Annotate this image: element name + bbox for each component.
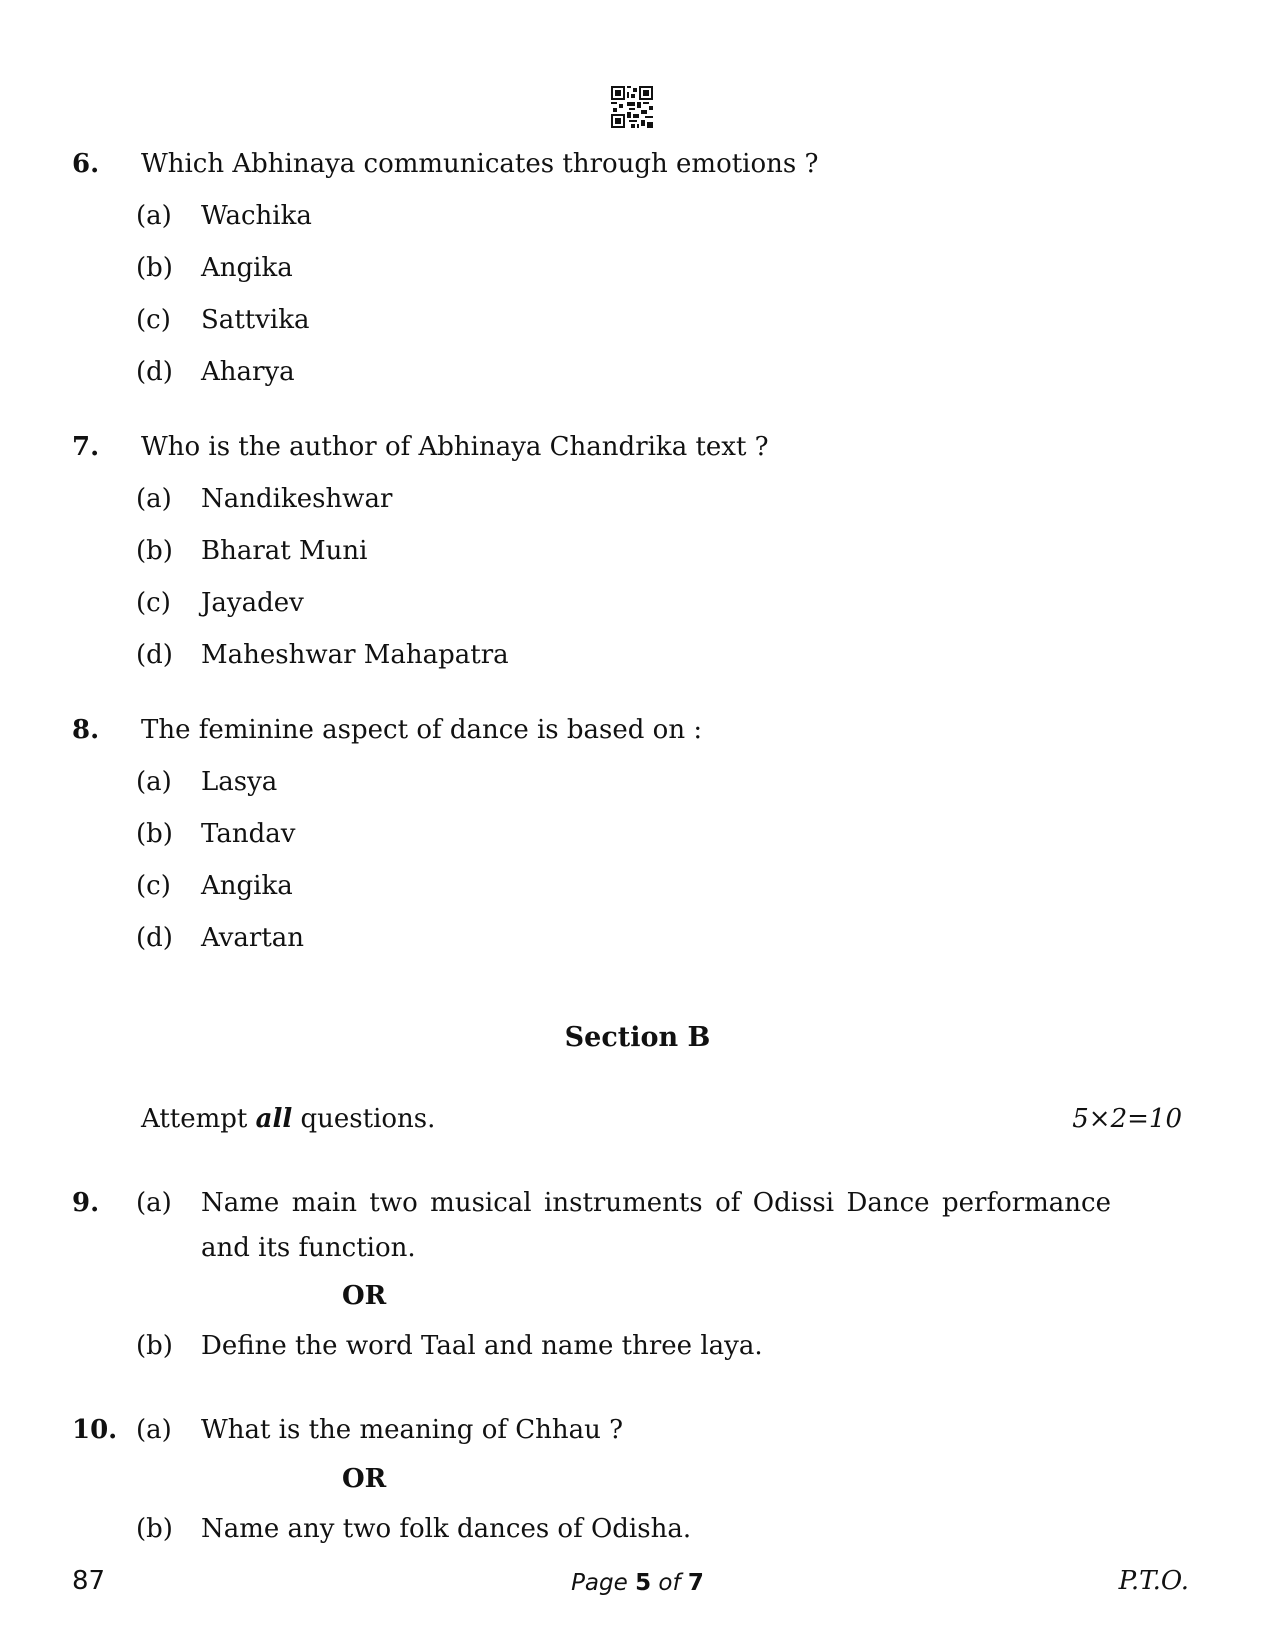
section-instruction bbox=[141, 1104, 435, 1134]
option-text: Wachika bbox=[201, 201, 312, 231]
part-text: Name main two musical instruments of Odissi Dance performance and its function. bbox=[201, 1188, 1111, 1263]
option-label: (c) bbox=[136, 305, 171, 335]
question-text: Who is the author of Abhinaya Chandrika text ? bbox=[141, 432, 769, 462]
option-text: Bharat Muni bbox=[201, 536, 368, 566]
question-number: 9. bbox=[72, 1188, 100, 1218]
option-label: (a) bbox=[136, 201, 172, 231]
instruction-suffix: questions. bbox=[300, 1104, 436, 1134]
option-text: Nandikeshwar bbox=[201, 484, 393, 514]
option-text: Tandav bbox=[201, 819, 296, 849]
question-text: The feminine aspect of dance is based on : bbox=[141, 715, 703, 745]
page-of: of bbox=[658, 1570, 681, 1596]
instruction-prefix: Attempt bbox=[141, 1104, 248, 1134]
option-label: (a) bbox=[136, 767, 172, 797]
or-label: OR bbox=[342, 1464, 387, 1494]
part-label: (a) bbox=[136, 1415, 172, 1445]
option-label: (d) bbox=[136, 357, 173, 387]
option-text: Aharya bbox=[201, 357, 295, 387]
option-text: Angika bbox=[201, 253, 293, 283]
paper-code: 87 bbox=[72, 1566, 106, 1596]
option-text: Angika bbox=[201, 871, 293, 901]
part-text: Name any two folk dances of Odisha. bbox=[201, 1514, 692, 1544]
option-label: (a) bbox=[136, 484, 172, 514]
option-label: (b) bbox=[136, 536, 173, 566]
question-number: 7. bbox=[72, 432, 100, 462]
pto-label: P.T.O. bbox=[1118, 1566, 1189, 1596]
option-label: (d) bbox=[136, 640, 173, 670]
page-total: 7 bbox=[687, 1570, 704, 1596]
qr-code bbox=[611, 86, 653, 128]
part-label: (b) bbox=[136, 1514, 173, 1544]
option-text: Sattvika bbox=[201, 305, 310, 335]
part-text: What is the meaning of Chhau ? bbox=[201, 1415, 624, 1445]
question-number: 6. bbox=[72, 149, 100, 179]
option-text: Lasya bbox=[201, 767, 278, 797]
question-number: 10. bbox=[72, 1415, 118, 1445]
option-label: (d) bbox=[136, 923, 173, 953]
page-current: 5 bbox=[635, 1570, 652, 1596]
or-label: OR bbox=[342, 1281, 387, 1311]
question-text: Which Abhinaya communicates through emotions ? bbox=[141, 149, 819, 179]
option-label: (c) bbox=[136, 588, 171, 618]
page-indicator bbox=[0, 1568, 1275, 1598]
page-prefix: Page bbox=[571, 1570, 628, 1596]
option-label: (b) bbox=[136, 253, 173, 283]
part-label: (b) bbox=[136, 1331, 173, 1361]
option-text: Jayadev bbox=[201, 588, 304, 618]
section-marks: 5×2=10 bbox=[1072, 1104, 1182, 1134]
part-text: Define the word Taal and name three laya. bbox=[201, 1331, 763, 1361]
question-number: 8. bbox=[72, 715, 100, 745]
section-title: Section B bbox=[564, 1022, 711, 1053]
part-label: (a) bbox=[136, 1188, 172, 1218]
option-text: Maheshwar Mahapatra bbox=[201, 640, 509, 670]
option-text: Avartan bbox=[201, 923, 305, 953]
option-label: (c) bbox=[136, 871, 171, 901]
instruction-emphasis: all bbox=[255, 1104, 293, 1134]
option-label: (b) bbox=[136, 819, 173, 849]
